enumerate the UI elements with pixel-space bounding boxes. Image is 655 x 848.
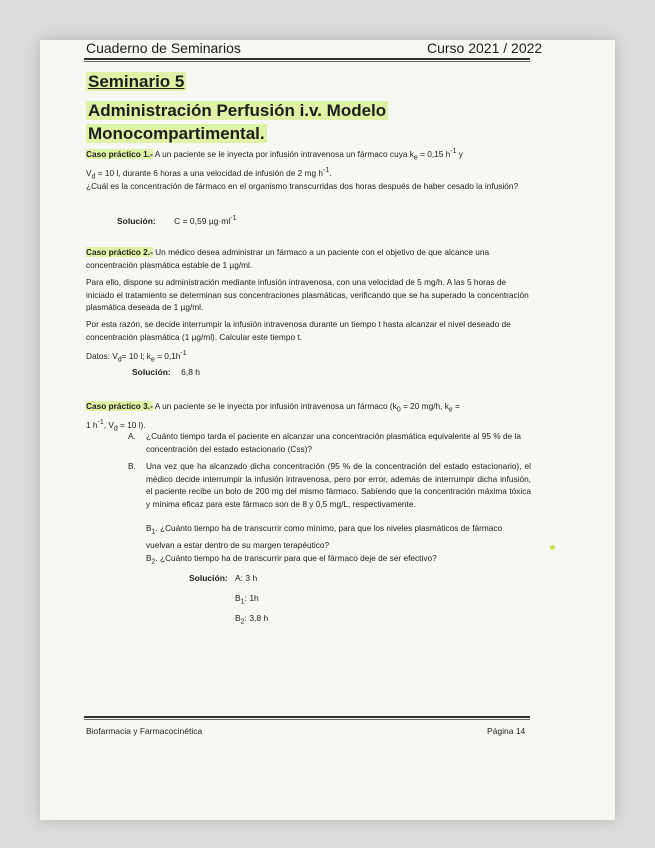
caso3-b-marker: B. (128, 461, 136, 471)
caso3-a-marker: A. (128, 431, 136, 441)
caso3-solution-b2: $B_2$: 3,8 h (235, 613, 269, 626)
footer-page-number: Página 14 (487, 726, 526, 736)
caso2-solution: Solución: 6,8 h (132, 367, 201, 377)
caso3-label: Caso práctico 3.- (86, 401, 153, 411)
caso2-label: Caso práctico 2.- (86, 247, 153, 257)
footer-rule-thin (84, 719, 530, 720)
caso3-statement: Caso práctico 3.- A un paciente se le inyecta por infusión intravenosa un fármaco ($k_0 = 20$ mg/h, $k_e$ = 1 $h^{-1}$, $V_d = 10$ l). (86, 401, 460, 433)
footer-left: Biofarmacia y Farmacocinética (86, 726, 203, 736)
caso3-solution-a: A: 3 h (235, 573, 258, 583)
header-left: Cuaderno de Seminarios (86, 40, 241, 56)
caso2-datos: Datos: $V_d= 10$ l; $k_e = 0,1h^{-1}$ (86, 350, 187, 364)
seminario-heading: Seminario 5 (88, 72, 185, 91)
caso3-b2: $B_2$. ¿Cuánto tiempo ha de transcurrir para que el fármaco deje de ser efectivo? (146, 553, 437, 566)
caso3-b-text: Una vez que ha alcanzado dicha concentración (95 % de la concentración del estado estacionario), el médico decide interrumpir la infusión intravenosa, pero por error, además de interrumpir dicha infusión, el paciente recibe un bolo de 200 mg del mismo fármaco. Sabiendo que la concentración máxima tóxica y mínima eficaz para este fármaco son de 8 y 0,5 mg/L, respectivamente. (146, 461, 531, 509)
footer-rule (84, 716, 530, 718)
header-rule-thin (84, 61, 530, 62)
caso3-a-text: ¿Cuánto tiempo tarda el paciente en alcanzar una concentración plasmática equivalente al 95 % de la concentración del estado estacionario (Css)? (146, 431, 521, 454)
caso1-statement: Caso práctico 1.- A un paciente se le inyecta por infusión intravenosa un fármaco cuya $k_e = 0,15$ $h^{-1}$ y $V_d = 10$ l, durante 6 horas a una velocidad de infusión de 2 mg $h^{-1}$. (86, 148, 463, 181)
title-line-2: Monocompartimental. (88, 124, 265, 143)
header-right: Curso 2021 / 2022 (427, 40, 543, 56)
caso1-question: ¿Cuál es la concentración de fármaco en el organismo transcurridas dos horas después de haber cesado la infusión? (86, 181, 519, 191)
title-line-1: Administración Perfusión i.v. Modelo (88, 101, 387, 120)
caso3-solution-label: Solución: (189, 573, 228, 583)
caso2-paragraph-3: Por esta razón, se decide interrumpir la infusión intravenosa durante un tiempo t hasta alcanzar el nivel deseado de concentración plasmática (1 µg/ml). Calcular este tiempo t. (86, 319, 511, 342)
caso2-paragraph-2: Para ello, dispone su administración mediante infusión intravenosa, con una velocidad de 5 mg/h. A las 5 horas de iniciado el tratamiento se determinan sus concentraciones plasmáticas, verificando que se ha superado la concentración plasmática deseada de 1 µg/ml. (86, 277, 529, 312)
caso3-solution-b1: $B_1$: 1h (235, 593, 259, 606)
header-rule (84, 58, 530, 60)
caso3-b1: $B_1$. ¿Cuánto tiempo ha de transcurrir como mínimo, para que los niveles plasmáticos de fármaco vuelvan a estar dentro de su margen terapéutico? (146, 523, 503, 551)
caso1-label: Caso práctico 1.- (86, 148, 153, 159)
highlighter-mark (550, 545, 555, 550)
caso2-statement: Caso práctico 2.- Un médico desea administrar un fármaco a un paciente con el objetivo de que alcance una concentración plasmática estable de 1 µg/ml. (86, 247, 490, 270)
caso1-solution: Solución: C = 0,59 $\mu g\cdot ml^{-1}$ (117, 214, 237, 226)
